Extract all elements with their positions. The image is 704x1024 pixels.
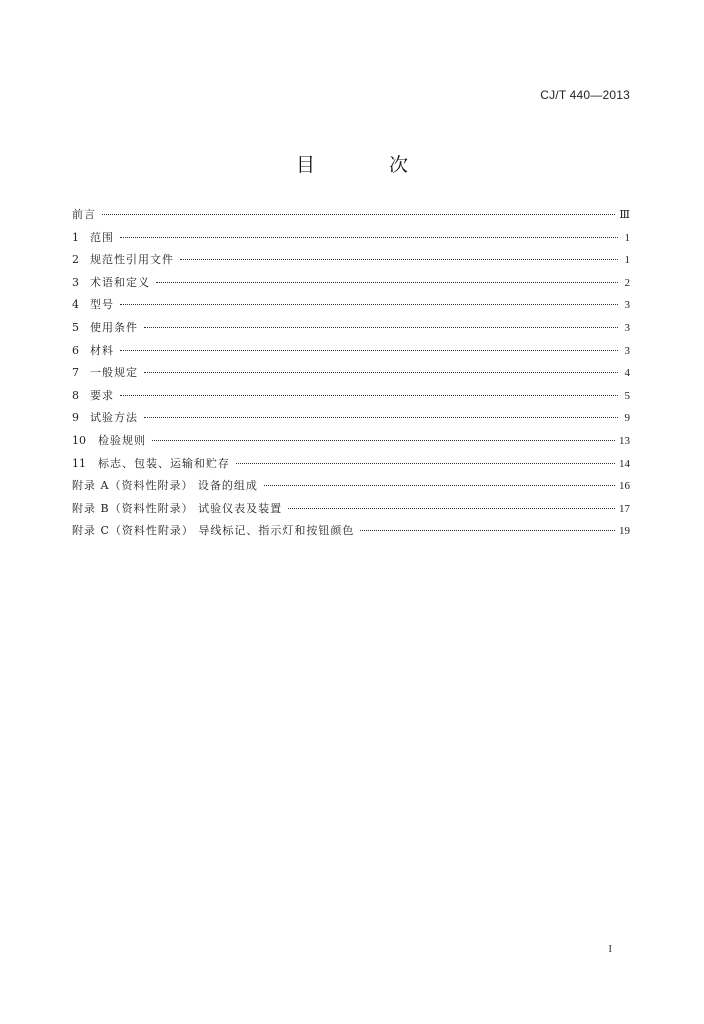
dot-leader <box>264 485 615 486</box>
toc-entry-page: 2 <box>624 276 630 289</box>
dot-leader <box>180 259 618 260</box>
toc-entry-label: 使用条件 <box>90 320 138 334</box>
toc-entry-page: 4 <box>624 367 630 380</box>
dot-leader <box>144 372 618 373</box>
dot-leader <box>144 327 618 328</box>
toc-entry-page: 17 <box>619 502 630 515</box>
toc-entry-label: 规范性引用文件 <box>90 253 174 267</box>
toc-entry-page: 19 <box>619 525 630 538</box>
toc-entry-page: 3 <box>624 321 630 334</box>
dot-leader <box>120 395 618 396</box>
dot-leader <box>236 463 615 464</box>
toc-entry-number: 3 <box>72 275 79 289</box>
toc-entry-foreword[interactable] <box>72 206 630 229</box>
toc-entry-number: 1 <box>72 230 79 244</box>
toc-entry-page: 5 <box>624 389 630 402</box>
toc-entry-page: 16 <box>619 480 630 493</box>
toc-entry-label: 一般规定 <box>90 366 138 380</box>
dot-leader <box>360 530 615 531</box>
toc-entry-2[interactable] <box>72 251 630 274</box>
toc-entry-label: 标志、包装、运输和贮存 <box>98 456 230 470</box>
toc-entry-5[interactable] <box>72 319 630 342</box>
table-of-contents <box>72 206 630 545</box>
toc-entry-label: 型号 <box>90 298 114 312</box>
toc-entry-page: 13 <box>619 434 630 447</box>
toc-entry-appendix-a[interactable] <box>72 477 630 500</box>
toc-entry-label: 附录 B（资料性附录） 试验仪表及装置 <box>72 501 283 515</box>
toc-entry-number: 5 <box>72 320 79 334</box>
toc-entry-3[interactable] <box>72 274 630 297</box>
toc-entry-number: 10 <box>72 433 86 447</box>
dot-leader <box>120 350 618 351</box>
dot-leader <box>144 417 618 418</box>
toc-entry-page: Ⅲ <box>619 209 630 221</box>
toc-entry-10[interactable] <box>72 432 630 455</box>
standard-code: CJ/T 440—2013 <box>540 88 630 102</box>
toc-entry-label: 范围 <box>90 230 114 244</box>
toc-entry-number: 9 <box>72 411 79 425</box>
toc-entry-11[interactable] <box>72 455 630 478</box>
toc-entry-number: 7 <box>72 366 79 380</box>
toc-entry-label: 材料 <box>90 343 114 357</box>
toc-entry-number: 4 <box>72 298 79 312</box>
dot-leader <box>120 237 618 238</box>
toc-entry-label: 检验规则 <box>98 433 146 447</box>
toc-entry-page: 3 <box>624 344 630 357</box>
toc-entry-page: 1 <box>624 231 630 244</box>
toc-entry-label: 试验方法 <box>90 411 138 425</box>
page-title: 目 次 <box>295 154 443 176</box>
dot-leader <box>102 214 615 215</box>
toc-entry-number: 2 <box>72 253 79 267</box>
toc-entry-number: 8 <box>72 388 79 402</box>
toc-entry-page: 14 <box>619 457 630 470</box>
toc-entry-page: 1 <box>624 254 630 267</box>
dot-leader <box>156 282 618 283</box>
toc-entry-label: 附录 C（资料性附录） 导线标记、指示灯和按钮颜色 <box>72 524 355 538</box>
dot-leader <box>152 440 615 441</box>
dot-leader <box>120 304 618 305</box>
toc-entry-4[interactable] <box>72 296 630 319</box>
toc-entry-1[interactable] <box>72 229 630 252</box>
toc-entry-label: 术语和定义 <box>90 275 150 289</box>
toc-entry-6[interactable] <box>72 342 630 365</box>
toc-entry-page: 9 <box>624 412 630 425</box>
toc-entry-appendix-b[interactable] <box>72 500 630 523</box>
toc-entry-9[interactable] <box>72 409 630 432</box>
toc-entry-8[interactable] <box>72 387 630 410</box>
page-number: I <box>608 943 612 955</box>
dot-leader <box>288 508 615 509</box>
toc-entry-label: 要求 <box>90 388 114 402</box>
toc-entry-appendix-c[interactable] <box>72 522 630 545</box>
toc-entry-number: 6 <box>72 343 79 357</box>
toc-entry-7[interactable] <box>72 364 630 387</box>
toc-entry-label: 前言 <box>72 208 96 221</box>
toc-entry-page: 3 <box>624 299 630 312</box>
toc-entry-number: 11 <box>72 456 86 470</box>
toc-entry-label: 附录 A（资料性附录） 设备的组成 <box>72 479 258 493</box>
